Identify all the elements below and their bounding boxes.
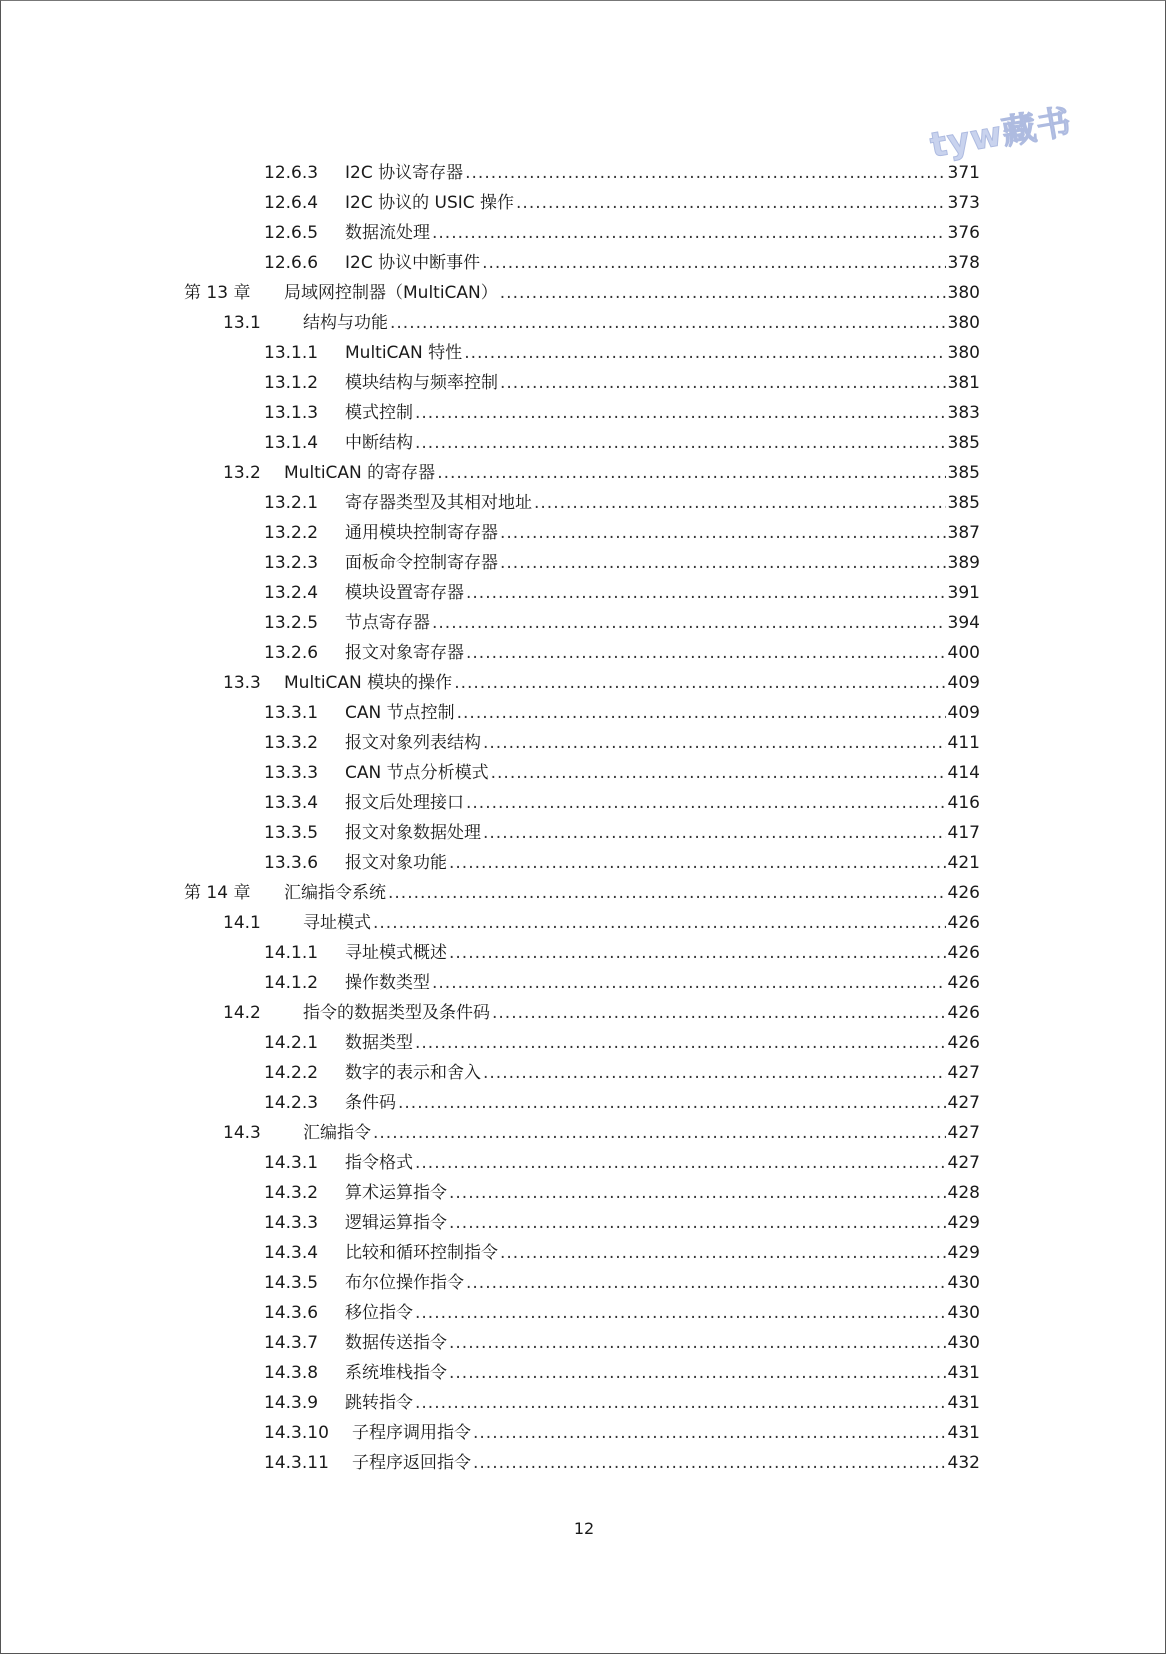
toc-entry-title: MultiCAN 模块的操作 [284, 673, 453, 693]
toc-entry-body [345, 492, 980, 514]
toc-entry-title: 报文对象寄存器 [345, 643, 464, 663]
toc-entry-title: 模式控制 [345, 403, 413, 423]
page-number: 12 [573, 1519, 595, 1538]
toc-entry-title: 指令格式 [345, 1153, 413, 1173]
dot-leader [390, 312, 946, 334]
toc-entry-body [284, 462, 980, 484]
toc-entry-number: 13.3.6 [264, 853, 319, 873]
toc-entry-page: 378 [947, 253, 980, 273]
dot-leader [415, 1302, 946, 1324]
toc-entry-page: 387 [947, 523, 980, 543]
toc-entry-page: 430 [947, 1273, 980, 1293]
toc-entry-title: 报文后处理接口 [345, 793, 464, 813]
dot-leader [500, 1242, 946, 1264]
toc-entry-number: 14.3.5 [264, 1273, 319, 1293]
toc-entry-body [345, 402, 980, 424]
toc-entry-number: 14.2 [223, 1003, 261, 1023]
toc-entry-number: 13.3.3 [264, 763, 319, 783]
toc-entry-number: 13.3.5 [264, 823, 319, 843]
toc-entry-body [345, 822, 980, 844]
dot-leader [432, 972, 946, 994]
toc-entry[interactable] [1, 908, 1166, 938]
toc-entry[interactable] [1, 188, 1166, 218]
toc-entry-page: 426 [947, 913, 980, 933]
toc-entry-page: 385 [947, 493, 980, 513]
toc-entry-number: 14.3.3 [264, 1213, 319, 1233]
toc-entry[interactable] [1, 1448, 1166, 1478]
toc-entry-number: 13.2.2 [264, 523, 319, 543]
toc-entry[interactable] [1, 218, 1166, 248]
toc-entry-page: 426 [947, 943, 980, 963]
toc-entry-number: 14.2.3 [264, 1093, 319, 1113]
toc-entry-body [345, 372, 980, 394]
toc-entry[interactable] [1, 758, 1166, 788]
dot-leader [449, 1212, 946, 1234]
dot-leader [466, 582, 946, 604]
toc-entry-title: 逻辑运算指令 [345, 1213, 447, 1233]
toc-entry-body [345, 702, 980, 724]
toc-entry-body [345, 522, 980, 544]
toc-entry-number: 13.2.3 [264, 553, 319, 573]
dot-leader [388, 882, 946, 904]
dot-leader [437, 462, 945, 484]
toc-entry-body [303, 912, 980, 934]
toc-entry[interactable] [1, 818, 1166, 848]
toc-entry[interactable] [1, 1328, 1166, 1358]
toc-entry-page: 389 [947, 553, 980, 573]
table-of-contents [1, 158, 1166, 1478]
toc-entry-number: 13.2.6 [264, 643, 319, 663]
toc-entry-body [345, 1182, 980, 1204]
toc-entry-body [345, 1362, 980, 1384]
toc-entry[interactable] [1, 278, 1166, 308]
toc-entry-body [345, 642, 980, 664]
toc-entry-number: 13.2.1 [264, 493, 319, 513]
dot-leader [500, 552, 946, 574]
toc-entry-number: 14.3.4 [264, 1243, 319, 1263]
toc-entry[interactable] [1, 968, 1166, 998]
toc-entry-page: 426 [947, 973, 980, 993]
toc-entry-page: 414 [947, 763, 980, 783]
toc-entry-page: 380 [947, 283, 980, 303]
toc-entry-body [345, 1092, 980, 1114]
dot-leader [449, 1332, 946, 1354]
toc-entry-title: I2C 协议中断事件 [345, 253, 481, 273]
dot-leader [415, 1032, 946, 1054]
watermark-logo: tyw藏书 [927, 101, 1075, 167]
dot-leader [373, 912, 946, 934]
toc-entry-body [345, 1392, 980, 1414]
toc-entry-body [345, 1152, 980, 1174]
dot-leader [466, 642, 946, 664]
toc-entry-title: 数据流处理 [345, 223, 430, 243]
toc-entry-body [345, 972, 980, 994]
dot-leader [449, 852, 946, 874]
dot-leader [534, 492, 946, 514]
toc-entry-body [345, 612, 980, 634]
toc-entry-body [345, 732, 980, 754]
toc-entry-number: 14.3.7 [264, 1333, 319, 1353]
toc-entry-title: 模块结构与频率控制 [345, 373, 498, 393]
toc-entry-page: 427 [947, 1093, 980, 1113]
toc-entry[interactable] [1, 248, 1166, 278]
toc-entry-page: 421 [947, 853, 980, 873]
toc-entry-title: 通用模块控制寄存器 [345, 523, 498, 543]
toc-entry-page: 409 [947, 703, 980, 723]
dot-leader [415, 402, 946, 424]
toc-entry[interactable] [1, 608, 1166, 638]
toc-entry-number: 第 13 章 [184, 283, 251, 303]
toc-entry-body [345, 1212, 980, 1234]
toc-entry-body [345, 792, 980, 814]
toc-entry-body [345, 432, 980, 454]
toc-entry-page: 430 [947, 1333, 980, 1353]
toc-entry-body [345, 1032, 980, 1054]
toc-entry[interactable] [1, 848, 1166, 878]
toc-entry-title: CAN 节点控制 [345, 703, 455, 723]
toc-entry[interactable] [1, 338, 1166, 368]
toc-entry-page: 380 [947, 343, 980, 363]
toc-entry-page: 376 [947, 223, 980, 243]
toc-entry[interactable] [1, 1238, 1166, 1268]
toc-entry-number: 14.2.1 [264, 1033, 319, 1053]
toc-entry[interactable] [1, 308, 1166, 338]
toc-entry-page: 431 [947, 1393, 980, 1413]
toc-entry-number: 14.3.9 [264, 1393, 319, 1413]
toc-entry-page: 431 [947, 1363, 980, 1383]
dot-leader [449, 942, 946, 964]
toc-entry-number: 12.6.6 [264, 253, 319, 273]
toc-entry-body [345, 582, 980, 604]
toc-entry-number: 13.1.3 [264, 403, 319, 423]
toc-entry-body [345, 222, 980, 244]
dot-leader [415, 432, 946, 454]
toc-entry-number: 14.3.2 [264, 1183, 319, 1203]
dot-leader [516, 192, 946, 214]
toc-entry[interactable] [1, 878, 1166, 908]
toc-entry-page: 426 [947, 1003, 980, 1023]
dot-leader [464, 342, 945, 364]
toc-entry-title: MultiCAN 的寄存器 [284, 463, 436, 483]
toc-entry-number: 13.3.2 [264, 733, 319, 753]
toc-entry-number: 第 14 章 [184, 883, 251, 903]
dot-leader [432, 612, 946, 634]
toc-entry-title: 模块设置寄存器 [345, 583, 464, 603]
toc-entry-page: 371 [947, 163, 980, 183]
toc-entry-title: 局域网控制器（MultiCAN） [284, 283, 498, 303]
toc-entry[interactable] [1, 428, 1166, 458]
toc-entry-number: 14.3.6 [264, 1303, 319, 1323]
toc-entry-page: 426 [947, 1033, 980, 1053]
toc-entry-page: 385 [947, 463, 980, 483]
toc-entry[interactable] [1, 1088, 1166, 1118]
toc-entry[interactable] [1, 548, 1166, 578]
toc-entry-page: 432 [947, 1453, 980, 1473]
toc-entry[interactable] [1, 638, 1166, 668]
toc-entry-page: 385 [947, 433, 980, 453]
toc-entry-number: 13.1.2 [264, 373, 319, 393]
toc-entry-page: 431 [947, 1423, 980, 1443]
toc-entry-body [352, 1422, 980, 1444]
toc-entry-page: 391 [947, 583, 980, 603]
dot-leader [373, 1122, 946, 1144]
toc-entry-number: 13.1.4 [264, 433, 319, 453]
toc-entry-number: 14.1 [223, 913, 261, 933]
toc-entry-number: 14.3.8 [264, 1363, 319, 1383]
toc-entry-number: 13.3.1 [264, 703, 319, 723]
dot-leader [454, 672, 945, 694]
toc-entry-body [303, 1122, 980, 1144]
toc-entry[interactable] [1, 788, 1166, 818]
toc-entry-title: 寻址模式 [303, 913, 371, 933]
toc-entry-number: 14.3.11 [264, 1453, 329, 1473]
toc-entry-number: 14.1.1 [264, 943, 319, 963]
toc-entry-title: 报文对象列表结构 [345, 733, 481, 753]
toc-entry[interactable] [1, 1178, 1166, 1208]
toc-entry[interactable] [1, 728, 1166, 758]
toc-entry-number: 14.3 [223, 1123, 261, 1143]
toc-entry[interactable] [1, 998, 1166, 1028]
toc-entry-body [345, 342, 980, 364]
toc-entry-number: 13.1 [223, 313, 261, 333]
toc-entry-title: 子程序调用指令 [352, 1423, 471, 1443]
toc-entry-page: 429 [947, 1243, 980, 1263]
toc-entry-title: 子程序返回指令 [352, 1453, 471, 1473]
toc-entry-number: 13.2 [223, 463, 261, 483]
toc-entry-body [345, 252, 980, 274]
toc-entry-title: 数据传送指令 [345, 1333, 447, 1353]
dot-leader [465, 162, 945, 184]
toc-entry-page: 427 [947, 1063, 980, 1083]
toc-entry-page: 417 [947, 823, 980, 843]
toc-entry-page: 428 [947, 1183, 980, 1203]
toc-entry-title: 算术运算指令 [345, 1183, 447, 1203]
dot-leader [500, 282, 946, 304]
toc-entry-title: 节点寄存器 [345, 613, 430, 633]
toc-entry[interactable] [1, 1418, 1166, 1448]
toc-entry[interactable] [1, 938, 1166, 968]
dot-leader [482, 252, 945, 274]
toc-entry-number: 14.3.10 [264, 1423, 329, 1443]
toc-entry[interactable] [1, 488, 1166, 518]
toc-entry-number: 14.2.2 [264, 1063, 319, 1083]
toc-entry[interactable] [1, 458, 1166, 488]
toc-entry[interactable] [1, 1358, 1166, 1388]
toc-entry-page: 380 [947, 313, 980, 333]
toc-entry[interactable] [1, 1208, 1166, 1238]
dot-leader [492, 1002, 946, 1024]
dot-leader [473, 1422, 946, 1444]
toc-entry[interactable] [1, 1058, 1166, 1088]
toc-entry-page: 411 [947, 733, 980, 753]
toc-entry-title: 寻址模式概述 [345, 943, 447, 963]
toc-entry-body [352, 1452, 980, 1474]
dot-leader [449, 1362, 946, 1384]
toc-entry-title: 操作数类型 [345, 973, 430, 993]
toc-entry[interactable] [1, 668, 1166, 698]
dot-leader [483, 732, 946, 754]
toc-entry-number: 13.3.4 [264, 793, 319, 813]
toc-entry[interactable] [1, 368, 1166, 398]
toc-entry-body [345, 852, 980, 874]
toc-entry[interactable] [1, 1148, 1166, 1178]
toc-entry-body [345, 762, 980, 784]
toc-entry-number: 13.1.1 [264, 343, 319, 363]
toc-entry-title: 比较和循环控制指令 [345, 1243, 498, 1263]
toc-entry-page: 429 [947, 1213, 980, 1233]
toc-entry-body [345, 1272, 980, 1294]
toc-entry-body [284, 672, 980, 694]
toc-entry-title: 面板命令控制寄存器 [345, 553, 498, 573]
toc-entry-number: 13.2.5 [264, 613, 319, 633]
dot-leader [500, 372, 946, 394]
toc-entry[interactable] [1, 698, 1166, 728]
toc-entry-page: 381 [947, 373, 980, 393]
dot-leader [473, 1452, 946, 1474]
toc-entry-title: 结构与功能 [303, 313, 388, 333]
toc-entry-title: I2C 协议的 USIC 操作 [345, 193, 515, 213]
toc-entry-title: MultiCAN 特性 [345, 343, 463, 363]
toc-entry-title: 指令的数据类型及条件码 [303, 1003, 490, 1023]
dot-leader [415, 1392, 946, 1414]
toc-entry-page: 409 [947, 673, 980, 693]
toc-entry-number: 12.6.4 [264, 193, 319, 213]
toc-entry-body [345, 162, 980, 184]
toc-entry-body [345, 1242, 980, 1264]
toc-entry-title: 汇编指令 [303, 1123, 371, 1143]
toc-entry-page: 383 [947, 403, 980, 423]
toc-entry-title: 中断结构 [345, 433, 413, 453]
toc-entry-title: I2C 协议寄存器 [345, 163, 464, 183]
toc-entry[interactable] [1, 1298, 1166, 1328]
dot-leader [457, 702, 946, 724]
toc-entry[interactable] [1, 1268, 1166, 1298]
toc-entry[interactable] [1, 158, 1166, 188]
dot-leader [500, 522, 946, 544]
toc-entry-body [345, 1302, 980, 1324]
toc-entry-title: 寄存器类型及其相对地址 [345, 493, 532, 513]
toc-entry-title: 数据类型 [345, 1033, 413, 1053]
toc-entry-number: 13.2.4 [264, 583, 319, 603]
toc-entry-page: 373 [947, 193, 980, 213]
dot-leader [466, 1272, 946, 1294]
toc-entry[interactable] [1, 1388, 1166, 1418]
toc-entry-title: 布尔位操作指令 [345, 1273, 464, 1293]
toc-entry-body [284, 282, 980, 304]
toc-entry-page: 426 [947, 883, 980, 903]
toc-entry[interactable] [1, 1118, 1166, 1148]
toc-entry-body [345, 1332, 980, 1354]
toc-entry-body [303, 1002, 980, 1024]
toc-entry-title: 报文对象功能 [345, 853, 447, 873]
toc-entry-number: 12.6.5 [264, 223, 319, 243]
dot-leader [466, 792, 946, 814]
dot-leader [483, 822, 946, 844]
toc-entry-number: 13.3 [223, 673, 261, 693]
dot-leader [483, 1062, 946, 1084]
toc-entry-title: 报文对象数据处理 [345, 823, 481, 843]
toc-entry-body [345, 192, 980, 214]
toc-entry[interactable] [1, 578, 1166, 608]
toc-entry-page: 400 [947, 643, 980, 663]
toc-entry-number: 12.6.3 [264, 163, 319, 183]
toc-entry-body [284, 882, 980, 904]
toc-entry-page: 416 [947, 793, 980, 813]
toc-entry-page: 394 [947, 613, 980, 633]
toc-entry-number: 14.1.2 [264, 973, 319, 993]
dot-leader [398, 1092, 946, 1114]
toc-entry[interactable] [1, 398, 1166, 428]
toc-entry-body [345, 942, 980, 964]
toc-entry[interactable] [1, 1028, 1166, 1058]
toc-entry-page: 427 [947, 1123, 980, 1143]
toc-entry-title: 系统堆栈指令 [345, 1363, 447, 1383]
dot-leader [449, 1182, 946, 1204]
toc-entry[interactable] [1, 518, 1166, 548]
dot-leader [432, 222, 946, 244]
toc-entry-title: 汇编指令系统 [284, 883, 386, 903]
toc-entry-title: 移位指令 [345, 1303, 413, 1323]
toc-entry-title: 跳转指令 [345, 1393, 413, 1413]
dot-leader [491, 762, 946, 784]
toc-entry-page: 430 [947, 1303, 980, 1323]
toc-entry-body [345, 552, 980, 574]
toc-entry-body [303, 312, 980, 334]
toc-entry-page: 427 [947, 1153, 980, 1173]
toc-entry-body [345, 1062, 980, 1084]
toc-entry-title: 条件码 [345, 1093, 396, 1113]
toc-entry-number: 14.3.1 [264, 1153, 319, 1173]
toc-entry-title: CAN 节点分析模式 [345, 763, 489, 783]
dot-leader [415, 1152, 946, 1174]
toc-entry-title: 数字的表示和舍入 [345, 1063, 481, 1083]
